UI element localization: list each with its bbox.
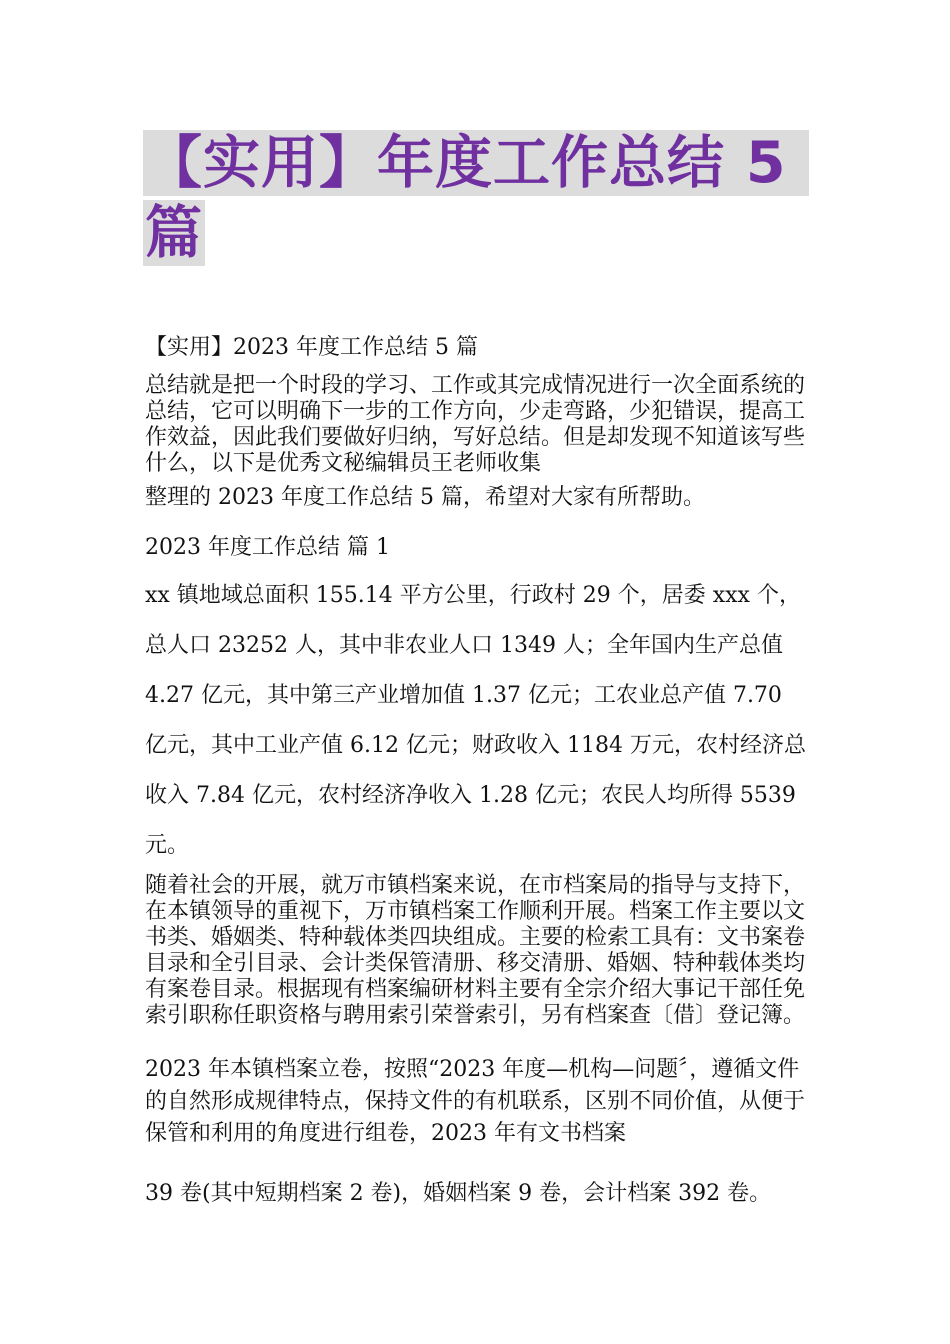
title-line-2: 篇 (145, 200, 203, 266)
section-1-heading: 2023 年度工作总结 篇 1 (145, 535, 390, 560)
paragraph-archives: 随着社会的开展，就万市镇档案来说，在市档案局的指导与支持下，在本镇领导的重视下，万市镇档案工作顺利开展。档案工作主要以文书类、婚姻类、特种载体类四块组成。主要的检索工具有：文书案卷目录和全引目录、会计类保管清册、移交清册、婚姻、特种载体类均有案卷目录。根据现有档案编研材料主要有全宗介绍大事记干部任免索引职称任职资格与聘用索引荣誉索引，另有档案查〔借〕登记簿。 (145, 873, 806, 1028)
paragraph-filing: 2023 年本镇档案立卷，按照“2023 年度—机构—问题〞，遵循文件的自然形成规律特点，保持文件的有机联系，区别不同价值，从便于保管和利用的角度进行组卷，2023 年有文书档案 (145, 1057, 806, 1146)
title-line-1: 【实用】年度工作总结 5 (143, 130, 809, 196)
paragraph-statistics: xx 镇地域总面积 155.14 平方公里，行政村 29 个，居委 xxx 个，总人口 23252 人，其中非农业人口 1349 人；全年国内生产总值 4.27 亿元，其中第三产业增加值 1.37 亿元；工农业总产值 7.70 亿元，其中工业产值 6.12 亿元；财政收入 1184 万元，农村经济总收入 7.84 亿元，农村经济净收入 1.28 亿元；农民人均所得 5539 元。 (145, 583, 806, 858)
intro-paragraph-last-line: 整理的 2023 年度工作总结 5 篇，希望对大家有所帮助。 (145, 485, 705, 510)
document-subtitle: 【实用】2023 年度工作总结 5 篇 (145, 335, 478, 360)
intro-paragraph: 总结就是把一个时段的学习、工作或其完成情况进行一次全面系统的总结，它可以明确下一步的工作方向，少走弯路，少犯错误，提高工作效益，因此我们要做好归纳，写好总结。但是却发现不知道该写些什么，以下是优秀文秘编辑员王老师收集 (145, 373, 806, 476)
document-title (143, 130, 823, 266)
paragraph-filing-last-line: 39 卷(其中短期档案 2 卷)，婚姻档案 9 卷，会计档案 392 卷。 (145, 1181, 772, 1206)
